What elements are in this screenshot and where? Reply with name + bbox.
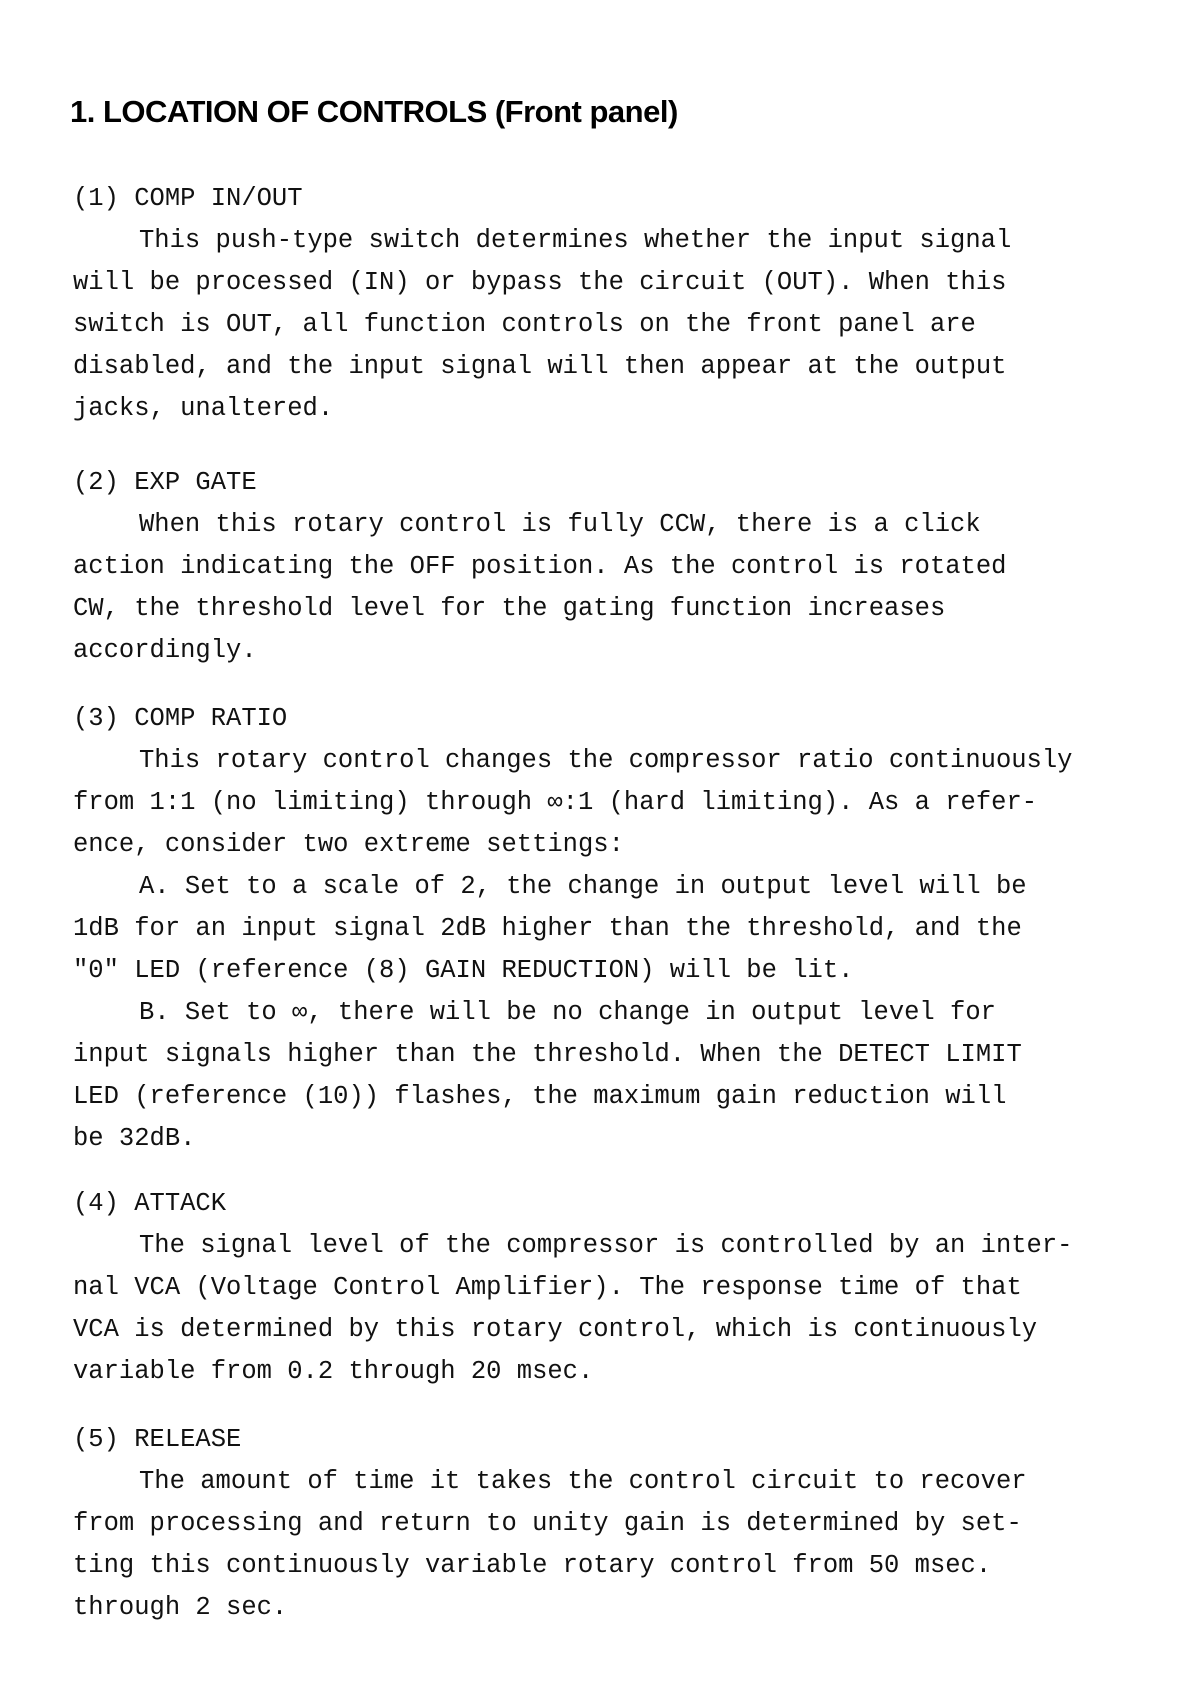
paragraph-line: variable from 0.2 through 20 msec. [73, 1357, 594, 1386]
paragraph-line: jacks, unaltered. [73, 394, 334, 423]
paragraph-line: nal VCA (Voltage Control Amplifier). The response time of that [73, 1273, 1022, 1302]
section-exp-gate [73, 462, 1173, 672]
section-title: (3) COMP RATIO [73, 704, 288, 733]
paragraph-line: be 32dB. [73, 1124, 196, 1153]
paragraph-line: disabled, and the input signal will then appear at the output [73, 352, 1007, 381]
page-title: 1. LOCATION OF CONTROLS (Front panel) [70, 94, 678, 129]
paragraph-line: switch is OUT, all function controls on the front panel are [73, 310, 976, 339]
section-title: (2) EXP GATE [73, 468, 257, 497]
section-attack [73, 1183, 1173, 1393]
section-title: (4) ATTACK [73, 1189, 227, 1218]
paragraph-line: 1dB for an input signal 2dB higher than the threshold, and the [73, 914, 1022, 943]
paragraph-line: action indicating the OFF position. As the control is rotated [73, 552, 1007, 581]
paragraph-line: "0" LED (reference (8) GAIN REDUCTION) will be lit. [73, 956, 854, 985]
section-comp-in-out [73, 178, 1173, 430]
paragraph-line: B. Set to ∞, there will be no change in output level for [139, 998, 996, 1027]
paragraph-line: input signals higher than the threshold. When the DETECT LIMIT [73, 1040, 1022, 1069]
paragraph-line: The amount of time it takes the control circuit to recover [139, 1467, 1027, 1496]
paragraph-line: A. Set to a scale of 2, the change in output level will be [139, 872, 1027, 901]
section-title: (1) COMP IN/OUT [73, 184, 303, 213]
paragraph-line: through 2 sec. [73, 1593, 288, 1622]
paragraph-line: CW, the threshold level for the gating function increases [73, 594, 946, 623]
paragraph-line: from 1:1 (no limiting) through ∞:1 (hard limiting). As a refer- [73, 788, 1038, 817]
paragraph-line: ting this continuously variable rotary control from 50 msec. [73, 1551, 992, 1580]
paragraph-line: ence, consider two extreme settings: [73, 830, 624, 859]
paragraph-line: from processing and return to unity gain is determined by set- [73, 1509, 1022, 1538]
paragraph-line: VCA is determined by this rotary control, which is continuously [73, 1315, 1038, 1344]
section-comp-ratio [73, 698, 1173, 1160]
paragraph-line: This push-type switch determines whether the input signal [139, 226, 1012, 255]
paragraph-line: LED (reference (10)) flashes, the maximum gain reduction will [73, 1082, 1007, 1111]
section-title: (5) RELEASE [73, 1425, 242, 1454]
paragraph-line: When this rotary control is fully CCW, there is a click [139, 510, 981, 539]
paragraph-line: The signal level of the compressor is controlled by an inter- [139, 1231, 1073, 1260]
paragraph-line: This rotary control changes the compressor ratio continuously [139, 746, 1073, 775]
paragraph-line: accordingly. [73, 636, 257, 665]
section-release [73, 1419, 1173, 1629]
paragraph-line: will be processed (IN) or bypass the circuit (OUT). When this [73, 268, 1007, 297]
